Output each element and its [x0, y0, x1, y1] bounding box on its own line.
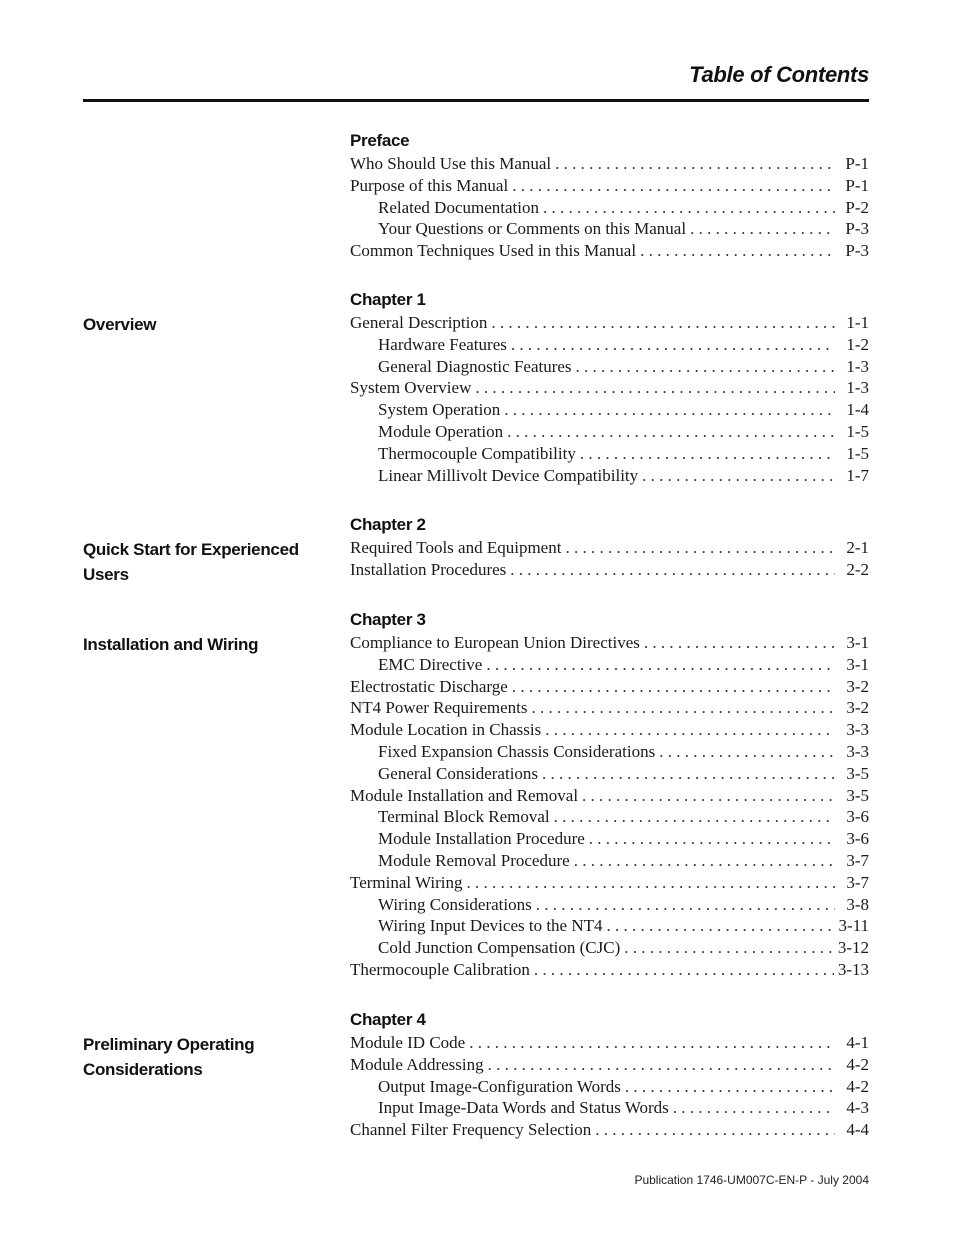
dot-leader — [589, 828, 835, 850]
entry-page-number: 3-11 — [838, 916, 869, 936]
dot-leader — [580, 443, 835, 465]
dot-leader — [536, 894, 835, 916]
entry-text: System Overview — [350, 378, 472, 398]
dot-leader — [607, 915, 835, 937]
entry-page-number: 1-5 — [846, 421, 869, 441]
entry-text: NT4 Power Requirements — [350, 698, 528, 718]
entry-text: Input Image-Data Words and Status Words — [378, 1098, 669, 1118]
toc-entries — [350, 287, 869, 486]
dot-leader — [469, 1032, 835, 1054]
entry-text: Module Installation Procedure — [378, 829, 585, 849]
chapter-label: Preface — [350, 131, 410, 150]
toc-entry[interactable] — [350, 959, 869, 981]
entry-page-number: P-3 — [845, 241, 869, 261]
toc-entry[interactable] — [350, 1119, 869, 1141]
entry-page-number: 3-13 — [837, 959, 869, 979]
entry-text: Terminal Wiring — [350, 872, 463, 892]
toc-subentry[interactable] — [350, 828, 869, 850]
entry-page-number: 3-1 — [846, 654, 869, 674]
entry-text: Thermocouple Compatibility — [378, 443, 576, 463]
toc-entry[interactable] — [350, 676, 869, 698]
dot-leader — [507, 421, 835, 443]
dot-leader — [690, 218, 835, 240]
dot-leader — [555, 153, 835, 175]
entry-page-number: 3-2 — [846, 698, 869, 718]
toc-entry[interactable] — [350, 240, 869, 262]
toc-entry[interactable] — [350, 872, 869, 894]
dot-leader — [673, 1097, 835, 1119]
entry-page-number: P-1 — [845, 175, 869, 195]
toc-entries — [350, 512, 869, 581]
toc-entry[interactable] — [350, 697, 869, 719]
entry-text: Module Addressing — [350, 1054, 484, 1074]
toc-entry[interactable] — [350, 559, 869, 581]
dot-leader — [582, 785, 835, 807]
dot-leader — [545, 719, 835, 741]
entry-page-number: 3-8 — [846, 894, 869, 914]
dot-leader — [512, 175, 835, 197]
entry-text: Terminal Block Removal — [378, 807, 550, 827]
entry-page-number: 1-3 — [846, 378, 869, 398]
entry-page-number: 4-3 — [846, 1098, 869, 1118]
entry-page-number: P-1 — [845, 154, 869, 173]
dot-leader — [642, 465, 835, 487]
entry-page-number: 3-12 — [837, 938, 869, 958]
entry-text: Module ID Code — [350, 1033, 466, 1052]
entry-page-number: 4-2 — [846, 1054, 869, 1074]
entry-text: Related Documentation — [378, 197, 539, 217]
toc-subentry[interactable] — [350, 218, 869, 240]
dot-leader — [467, 872, 835, 894]
entry-text: Thermocouple Calibration — [350, 959, 530, 979]
dot-leader — [640, 240, 835, 262]
dot-leader — [542, 763, 835, 785]
entry-text: Fixed Expansion Chassis Considerations — [378, 741, 656, 761]
entry-page-number: 3-3 — [846, 741, 869, 761]
entry-text: Who Should Use this Manual — [350, 154, 552, 173]
entry-text: Module Operation — [378, 421, 504, 441]
chapter-label: Chapter 1 — [350, 290, 426, 309]
toc-subentry[interactable] — [350, 465, 869, 487]
entry-text: Purpose of this Manual — [350, 175, 509, 195]
dot-leader — [486, 654, 835, 676]
chapter-title: Installation and Wiring — [83, 635, 259, 654]
entry-page-number: 1-1 — [846, 313, 869, 332]
entry-text: Linear Millivolt Device Compatibility — [378, 465, 639, 485]
entry-page-number: P-3 — [845, 219, 869, 239]
toc-subentry[interactable] — [350, 1076, 869, 1098]
toc-subentry[interactable] — [350, 356, 869, 378]
toc-subentry[interactable] — [350, 850, 869, 872]
toc-subentry[interactable] — [350, 399, 869, 421]
toc-subentry[interactable] — [350, 421, 869, 443]
toc-entries — [350, 128, 869, 262]
dot-leader — [511, 334, 835, 356]
chapter-label: Chapter 2 — [350, 515, 426, 534]
entry-page-number: 3-6 — [846, 807, 869, 827]
toc-subentry[interactable] — [350, 915, 869, 937]
entry-text: Module Removal Procedure — [378, 850, 570, 870]
entry-text: Hardware Features — [378, 334, 507, 354]
entry-page-number: 3-5 — [846, 763, 869, 783]
dot-leader — [491, 312, 835, 334]
dot-leader — [512, 676, 835, 698]
toc-subentry[interactable] — [350, 741, 869, 763]
entry-text: Channel Filter Frequency Selection — [350, 1120, 592, 1140]
toc-subentry[interactable] — [350, 894, 869, 916]
entry-text: Required Tools and Equipment — [350, 538, 562, 557]
chapter-label: Chapter 4 — [350, 1010, 426, 1029]
entry-page-number: 3-3 — [846, 720, 869, 740]
dot-leader — [475, 377, 835, 399]
dot-leader — [488, 1054, 835, 1076]
entry-page-number: 2-2 — [846, 559, 869, 579]
toc-subentry[interactable] — [350, 806, 869, 828]
dot-leader — [644, 632, 835, 654]
entry-page-number: 3-5 — [846, 785, 869, 805]
toc-entry[interactable] — [350, 537, 869, 559]
publication-footer: Publication 1746-UM007C-EN-P - July 2004 — [634, 1173, 869, 1187]
entry-text: General Description — [350, 313, 488, 332]
entry-text: Electrostatic Discharge — [350, 676, 508, 696]
dot-leader — [543, 197, 835, 219]
chapter-title: Quick Start for Experienced Users — [83, 540, 299, 584]
toc-subentry[interactable] — [350, 197, 869, 219]
toc-subentry[interactable] — [350, 763, 869, 785]
toc-entry[interactable] — [350, 377, 869, 399]
dot-leader — [534, 959, 834, 981]
entry-text: Compliance to European Union Directives — [350, 633, 640, 652]
dot-leader — [595, 1119, 835, 1141]
chapter-label: Chapter 3 — [350, 610, 426, 629]
entry-text: Wiring Considerations — [378, 894, 532, 914]
entry-page-number: 1-3 — [846, 356, 869, 376]
toc-entries — [350, 607, 869, 981]
entry-page-number: 2-1 — [846, 538, 869, 557]
entry-page-number: 3-7 — [846, 850, 869, 870]
toc-subentry[interactable] — [350, 334, 869, 356]
toc-entry[interactable] — [350, 175, 869, 197]
dot-leader — [504, 399, 835, 421]
toc-entry[interactable] — [350, 785, 869, 807]
entry-text: Cold Junction Compensation (CJC) — [378, 938, 621, 958]
entry-text: Module Installation and Removal — [350, 785, 579, 805]
dot-leader — [625, 1076, 835, 1098]
toc-subentry[interactable] — [350, 443, 869, 465]
entry-text: General Considerations — [378, 763, 539, 783]
chapter-title: Preliminary Operating Considerations — [83, 1035, 255, 1079]
toc-subentry[interactable] — [350, 654, 869, 676]
toc-subentry[interactable] — [350, 1097, 869, 1119]
toc-entry[interactable] — [350, 312, 869, 334]
chapter-title: Overview — [83, 315, 157, 334]
entry-text: Module Location in Chassis — [350, 720, 542, 740]
entry-page-number: 3-1 — [846, 633, 869, 652]
entry-page-number: 1-2 — [846, 334, 869, 354]
entry-text: Output Image-Configuration Words — [378, 1076, 621, 1096]
toc-subentry[interactable] — [350, 937, 869, 959]
entry-page-number: 4-2 — [846, 1076, 869, 1096]
toc-entry[interactable] — [350, 632, 869, 654]
entry-text: EMC Directive — [378, 654, 483, 674]
dot-leader — [576, 356, 835, 378]
entry-page-number: 1-7 — [846, 465, 869, 485]
page-title: Table of Contents — [689, 62, 869, 87]
header-rule — [83, 99, 869, 102]
toc-entry[interactable] — [350, 1032, 869, 1054]
entry-page-number: 3-6 — [846, 829, 869, 849]
entry-page-number: 4-1 — [846, 1033, 869, 1052]
dot-leader — [624, 937, 834, 959]
dot-leader — [554, 806, 835, 828]
entry-text: Installation Procedures — [350, 559, 507, 579]
entry-text: General Diagnostic Features — [378, 356, 572, 376]
entry-text: Wiring Input Devices to the NT4 — [378, 916, 603, 936]
dot-leader — [565, 537, 835, 559]
toc-entry[interactable] — [350, 153, 869, 175]
entry-page-number: 3-7 — [846, 872, 869, 892]
entry-page-number: 1-4 — [846, 400, 869, 420]
entry-page-number: 3-2 — [846, 676, 869, 696]
dot-leader — [510, 559, 835, 581]
dot-leader — [532, 697, 835, 719]
toc-entry[interactable] — [350, 1054, 869, 1076]
dot-leader — [659, 741, 835, 763]
entry-text: Your Questions or Comments on this Manual — [378, 219, 687, 239]
entry-page-number: P-2 — [845, 197, 869, 217]
toc-entries — [350, 1007, 869, 1141]
dot-leader — [574, 850, 835, 872]
entry-page-number: 4-4 — [846, 1120, 869, 1140]
entry-text: Common Techniques Used in this Manual — [350, 241, 637, 261]
entry-text: System Operation — [378, 400, 501, 420]
toc-entry[interactable] — [350, 719, 869, 741]
entry-page-number: 1-5 — [846, 443, 869, 463]
